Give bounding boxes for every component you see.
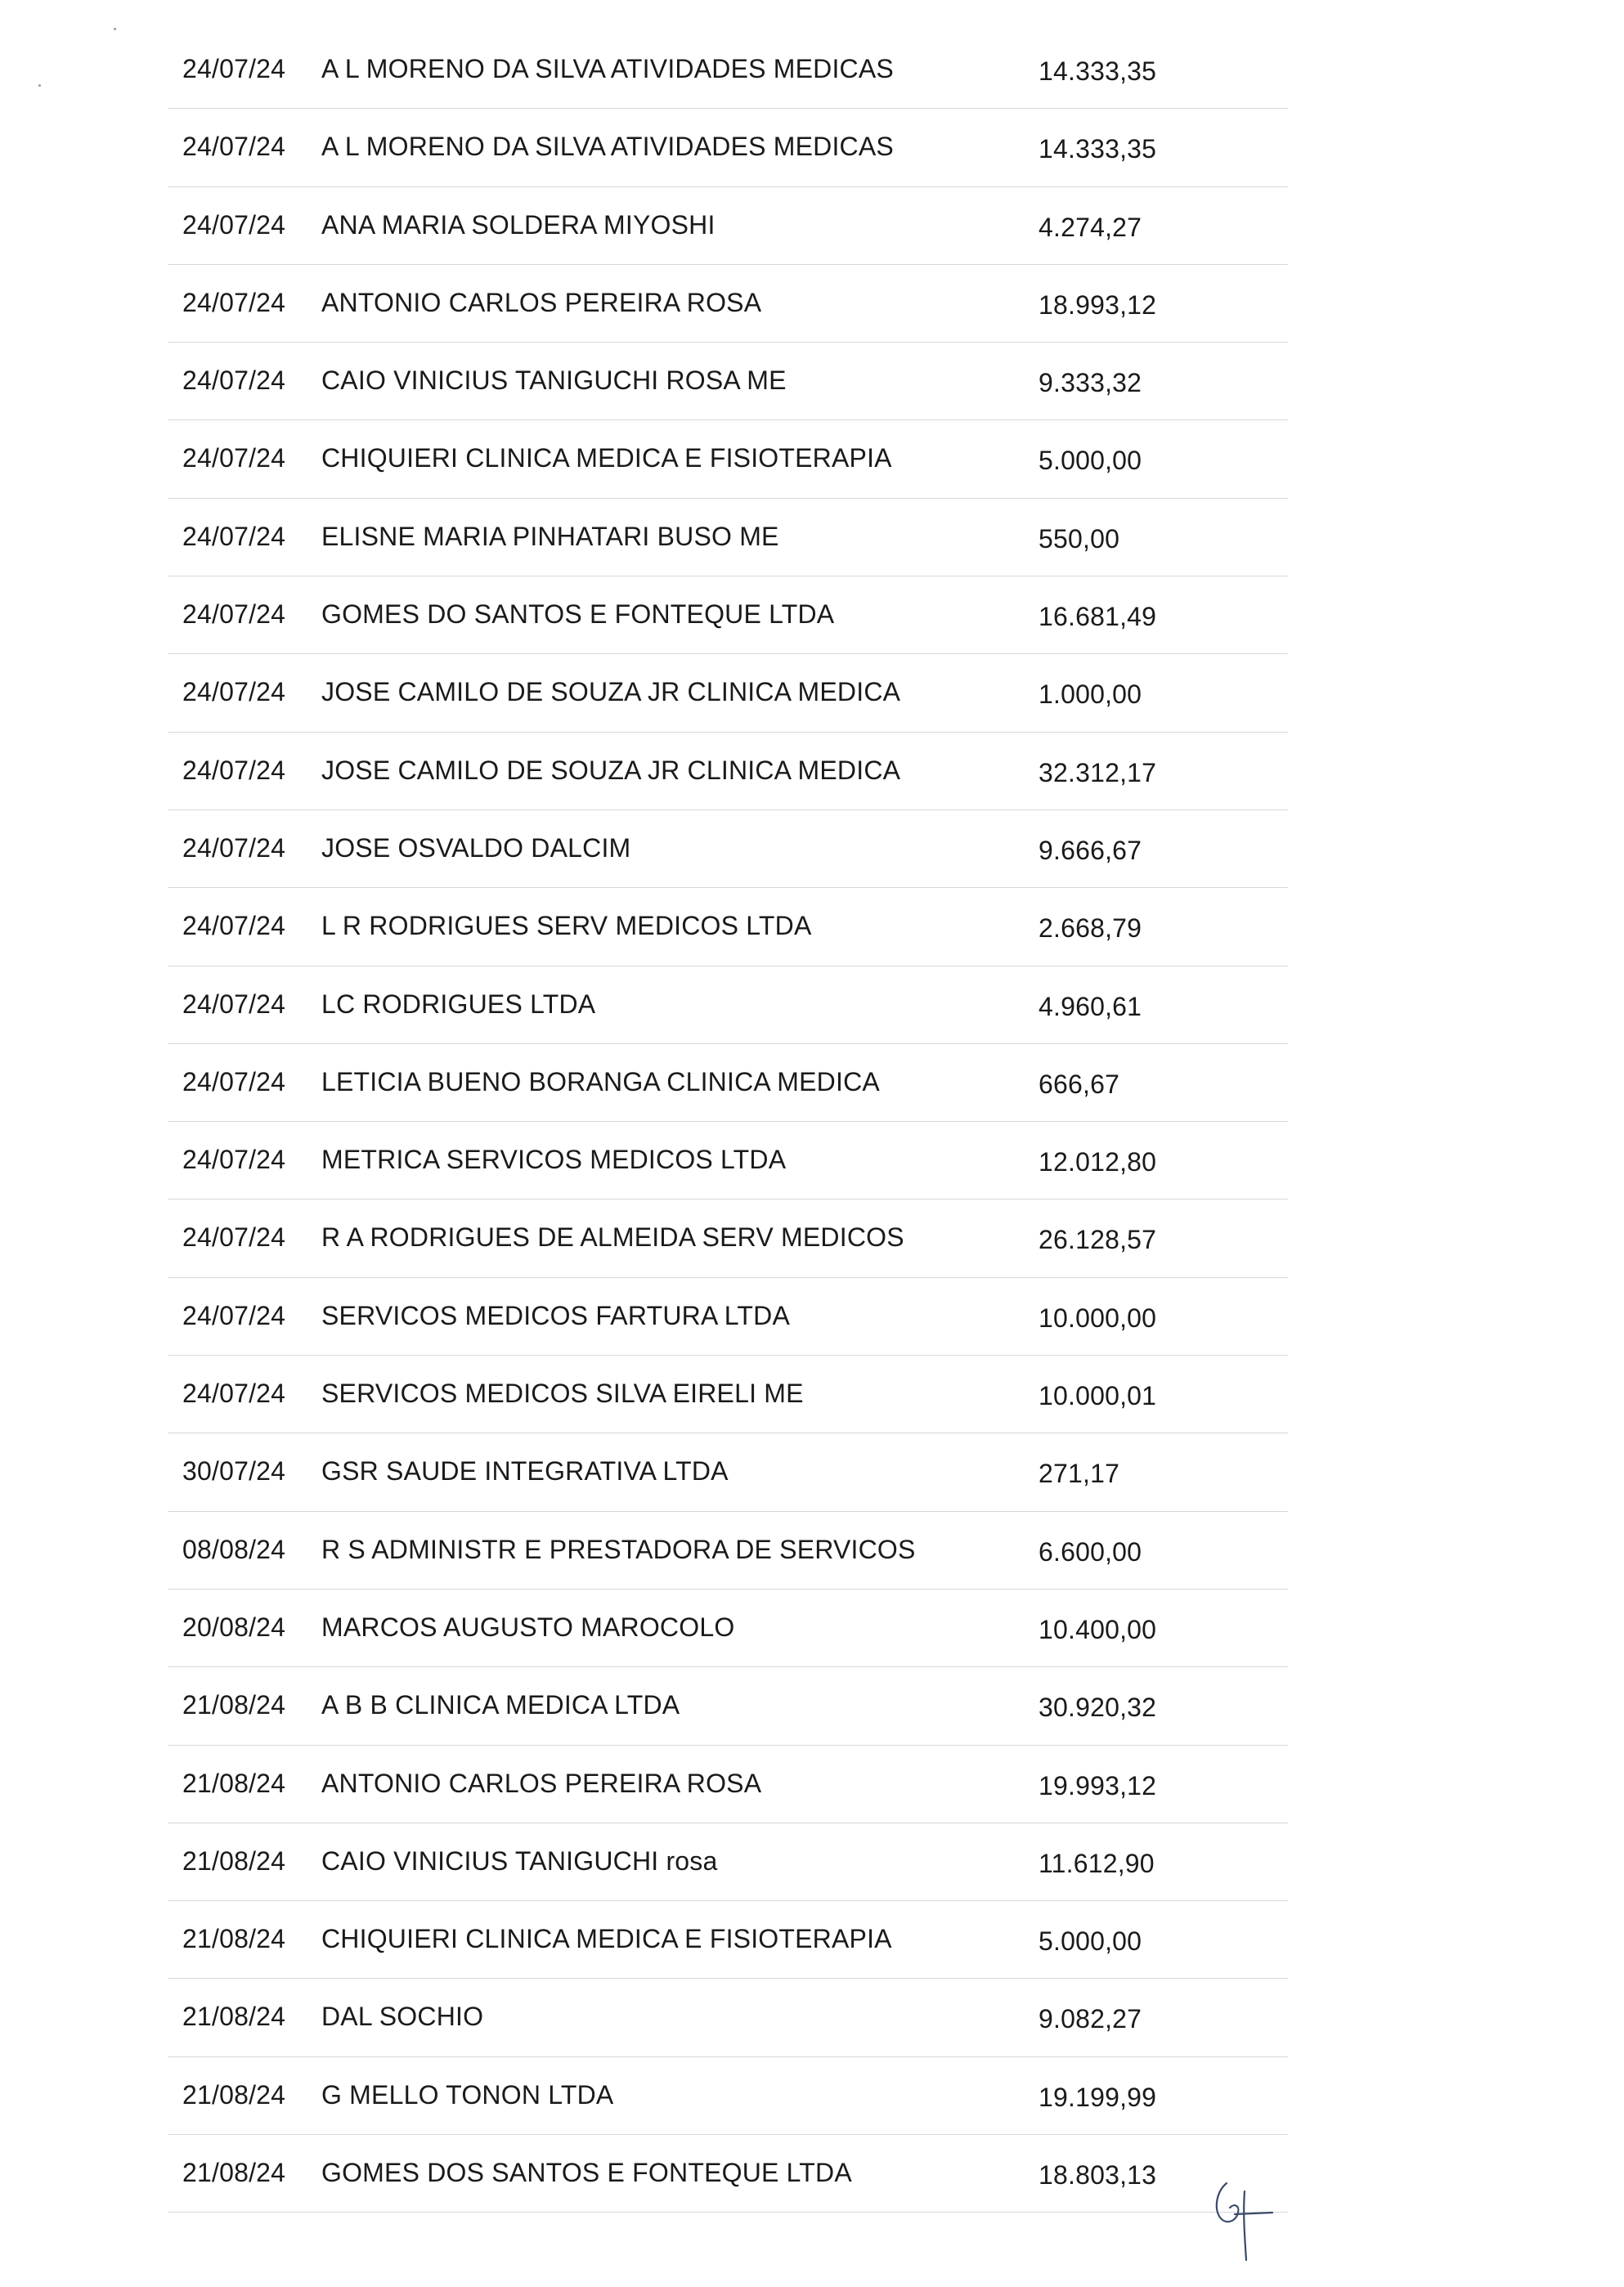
row-payee: A L MORENO DA SILVA ATIVIDADES MEDICAS: [321, 54, 894, 83]
row-date: 21/08/24: [182, 1768, 286, 1798]
row-payee: JOSE CAMILO DE SOUZA JR CLINICA MEDICA: [321, 677, 901, 707]
list-item: [168, 1901, 1288, 1979]
list-item: [168, 1590, 1288, 1667]
list-item: [168, 810, 1288, 888]
row-amount: 5.000,00: [1039, 446, 1142, 476]
row-date: 24/07/24: [182, 287, 286, 317]
row-amount: 4.274,27: [1039, 212, 1142, 242]
row-payee: ANTONIO CARLOS PEREIRA ROSA: [321, 1768, 762, 1798]
row-amount: 6.600,00: [1039, 1536, 1142, 1567]
row-date: 24/07/24: [182, 443, 286, 473]
row-payee: ELISNE MARIA PINHATARI BUSO ME: [321, 521, 779, 551]
row-date: 21/08/24: [182, 2158, 286, 2188]
row-payee: CHIQUIERI CLINICA MEDICA E FISIOTERAPIA: [321, 443, 892, 473]
row-amount: 271,17: [1039, 1459, 1120, 1489]
row-payee: GOMES DOS SANTOS E FONTEQUE LTDA: [321, 2158, 852, 2188]
row-amount: 18.993,12: [1039, 289, 1157, 320]
row-amount: 16.681,49: [1039, 602, 1157, 632]
row-date: 21/08/24: [182, 1690, 286, 1720]
list-item: [168, 31, 1288, 109]
list-item: [168, 1667, 1288, 1745]
list-item: [168, 1044, 1288, 1122]
row-date: 24/07/24: [182, 132, 286, 162]
row-date: 21/08/24: [182, 2002, 286, 2032]
payment-list: [168, 31, 1288, 2213]
row-amount: 9.333,32: [1039, 368, 1142, 398]
scan-speck: [114, 28, 116, 30]
row-date: 24/07/24: [182, 1066, 286, 1096]
row-amount: 1.000,00: [1039, 679, 1142, 710]
list-item: [168, 265, 1288, 343]
row-date: 21/08/24: [182, 1924, 286, 1954]
row-payee: G MELLO TONON LTDA: [321, 2079, 614, 2110]
row-date: 08/08/24: [182, 1534, 286, 1564]
row-amount: 10.000,01: [1039, 1381, 1157, 1411]
list-item: [168, 1433, 1288, 1511]
row-amount: 666,67: [1039, 1069, 1120, 1099]
row-date: 24/07/24: [182, 1379, 286, 1409]
row-payee: SERVICOS MEDICOS FARTURA LTDA: [321, 1300, 791, 1330]
row-amount: 26.128,57: [1039, 1225, 1157, 1255]
row-date: 24/07/24: [182, 911, 286, 941]
row-date: 24/07/24: [182, 209, 286, 240]
row-payee: R S ADMINISTR E PRESTADORA DE SERVICOS: [321, 1534, 916, 1564]
row-date: 24/07/24: [182, 599, 286, 630]
list-item: [168, 966, 1288, 1044]
row-amount: 4.960,61: [1039, 991, 1142, 1021]
row-amount: 5.000,00: [1039, 1926, 1142, 1957]
list-item: [168, 1823, 1288, 1901]
row-payee: JOSE OSVALDO DALCIM: [321, 832, 631, 863]
row-date: 24/07/24: [182, 521, 286, 551]
scan-speck: [38, 84, 41, 87]
row-payee: GSR SAUDE INTEGRATIVA LTDA: [321, 1456, 729, 1487]
row-date: 24/07/24: [182, 989, 286, 1019]
row-amount: 11.612,90: [1039, 1848, 1155, 1878]
list-item: [168, 733, 1288, 810]
row-amount: 19.993,12: [1039, 1770, 1157, 1800]
row-amount: 10.000,00: [1039, 1303, 1157, 1333]
row-date: 30/07/24: [182, 1456, 286, 1487]
row-payee: MARCOS AUGUSTO MAROCOLO: [321, 1612, 735, 1642]
row-date: 24/07/24: [182, 1222, 286, 1253]
list-item: [168, 420, 1288, 498]
list-item: [168, 1746, 1288, 1823]
row-amount: 14.333,35: [1039, 56, 1157, 86]
row-payee: SERVICOS MEDICOS SILVA EIRELI ME: [321, 1379, 804, 1409]
row-amount: 32.312,17: [1039, 757, 1157, 787]
row-payee: LETICIA BUENO BORANGA CLINICA MEDICA: [321, 1066, 880, 1096]
row-payee: L R RODRIGUES SERV MEDICOS LTDA: [321, 911, 812, 941]
row-date: 20/08/24: [182, 1612, 286, 1642]
row-date: 24/07/24: [182, 677, 286, 707]
row-payee: JOSE CAMILO DE SOUZA JR CLINICA MEDICA: [321, 755, 901, 785]
row-amount: 12.012,80: [1039, 1147, 1157, 1177]
row-date: 24/07/24: [182, 365, 286, 396]
row-amount: 14.333,35: [1039, 134, 1157, 164]
row-payee: CHIQUIERI CLINICA MEDICA E FISIOTERAPIA: [321, 1924, 892, 1954]
row-amount: 9.082,27: [1039, 2004, 1142, 2034]
row-payee: CAIO VINICIUS TANIGUCHI ROSA ME: [321, 365, 787, 396]
row-amount: 30.920,32: [1039, 1693, 1157, 1723]
list-item: [168, 109, 1288, 186]
row-date: 24/07/24: [182, 1300, 286, 1330]
list-item: [168, 888, 1288, 966]
row-payee: METRICA SERVICOS MEDICOS LTDA: [321, 1145, 787, 1175]
row-payee: R A RODRIGUES DE ALMEIDA SERV MEDICOS: [321, 1222, 904, 1253]
list-item: [168, 576, 1288, 654]
list-item: [168, 2057, 1288, 2135]
row-amount: 2.668,79: [1039, 913, 1142, 944]
list-item: [168, 1356, 1288, 1433]
row-amount: 19.199,99: [1039, 2082, 1157, 2112]
row-amount: 9.666,67: [1039, 835, 1142, 865]
row-amount: 10.400,00: [1039, 1614, 1157, 1644]
row-date: 21/08/24: [182, 2079, 286, 2110]
row-date: 24/07/24: [182, 755, 286, 785]
row-amount: 18.803,13: [1039, 2160, 1157, 2191]
row-payee: LC RODRIGUES LTDA: [321, 989, 596, 1019]
list-item: [168, 1278, 1288, 1356]
list-item: [168, 499, 1288, 576]
row-payee: ANA MARIA SOLDERA MIYOSHI: [321, 209, 716, 240]
row-payee: GOMES DO SANTOS E FONTEQUE LTDA: [321, 599, 835, 630]
row-date: 24/07/24: [182, 1145, 286, 1175]
list-item: [168, 187, 1288, 265]
list-item: [168, 1200, 1288, 1277]
row-payee: A B B CLINICA MEDICA LTDA: [321, 1690, 680, 1720]
list-item: [168, 1512, 1288, 1590]
list-item: [168, 343, 1288, 420]
list-item: [168, 1979, 1288, 2056]
row-payee: ANTONIO CARLOS PEREIRA ROSA: [321, 287, 762, 317]
row-date: 21/08/24: [182, 1845, 286, 1876]
row-payee: A L MORENO DA SILVA ATIVIDADES MEDICAS: [321, 132, 894, 162]
row-payee: DAL SOCHIO: [321, 2002, 484, 2032]
row-date: 24/07/24: [182, 832, 286, 863]
list-item: [168, 2135, 1288, 2213]
row-payee: CAIO VINICIUS TANIGUCHI rosa: [321, 1845, 718, 1876]
initials-signature: [1202, 2175, 1276, 2265]
row-date: 24/07/24: [182, 54, 286, 83]
list-item: [168, 654, 1288, 732]
row-amount: 550,00: [1039, 523, 1120, 554]
list-item: [168, 1122, 1288, 1200]
